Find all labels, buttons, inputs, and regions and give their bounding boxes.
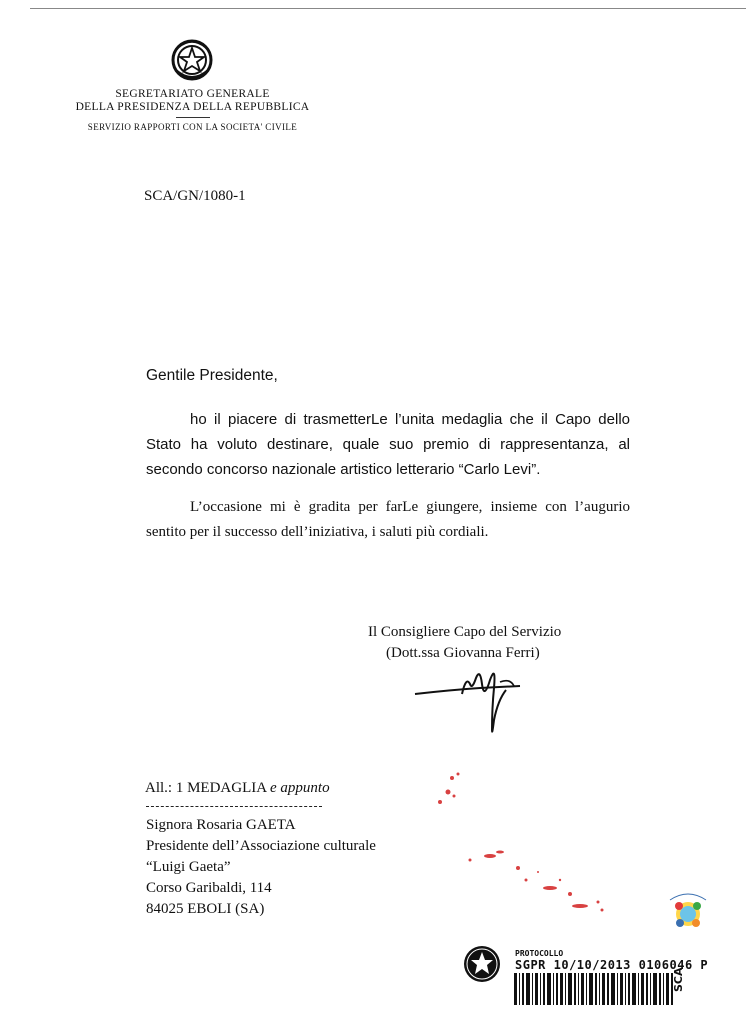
signatory-name: (Dott.ssa Giovanna Ferri) — [386, 645, 540, 661]
dashed-separator — [146, 806, 322, 807]
stamp-emblem-icon — [462, 944, 502, 984]
stamp-office: SCA — [672, 967, 685, 992]
recipient-line-1: Signora Rosaria GAETA — [146, 817, 296, 833]
body-paragraph-1: ho il piacere di trasmetterLe l’unita medaglia che il Capo dello Stato ha voluto destinare, quale suo premio di rappresentanza, al secondo concorso nazionale artistico letterario “Carlo Levi”. — [146, 411, 630, 478]
recipient-line-3: “Luigi Gaeta” — [146, 859, 231, 875]
handwritten-signature — [410, 660, 530, 738]
header-line-2: DELLA PRESIDENZA DELLA REPUBBLICA — [75, 101, 310, 113]
attachment-note: All.: 1 MEDAGLIA e appunto — [145, 780, 330, 796]
recipient-line-2: Presidente dell’Associazione culturale — [146, 838, 376, 854]
header-line-3: SERVIZIO RAPPORTI CON LA SOCIETA' CIVILE — [87, 122, 298, 132]
salutation: Gentile Presidente, — [146, 367, 278, 384]
header-divider — [176, 117, 210, 118]
stamp-label: PROTOCOLLO — [515, 949, 564, 958]
top-page-edge — [30, 8, 746, 9]
protocol-reference: SCA/GN/1080-1 — [144, 188, 246, 204]
signatory-title: Il Consigliere Capo del Servizio — [368, 624, 562, 640]
stamp-code: SGPR 10/10/2013 0106046 P — [515, 958, 709, 972]
association-logo-icon — [660, 888, 716, 936]
barcode — [514, 973, 674, 1005]
body-paragraph-2: L’occasione mi è gradita per farLe giungere, insieme con l’augurio sentito per il successo dell’iniziativa, i saluti più cordiali. — [146, 499, 630, 540]
recipient-line-4: Corso Garibaldi, 114 — [146, 880, 272, 896]
italian-republic-emblem-icon — [168, 36, 216, 84]
header-line-1: SEGRETARIATO GENERALE — [115, 88, 270, 100]
red-ink-stains — [430, 770, 650, 930]
recipient-line-5: 84025 EBOLI (SA) — [146, 901, 265, 917]
